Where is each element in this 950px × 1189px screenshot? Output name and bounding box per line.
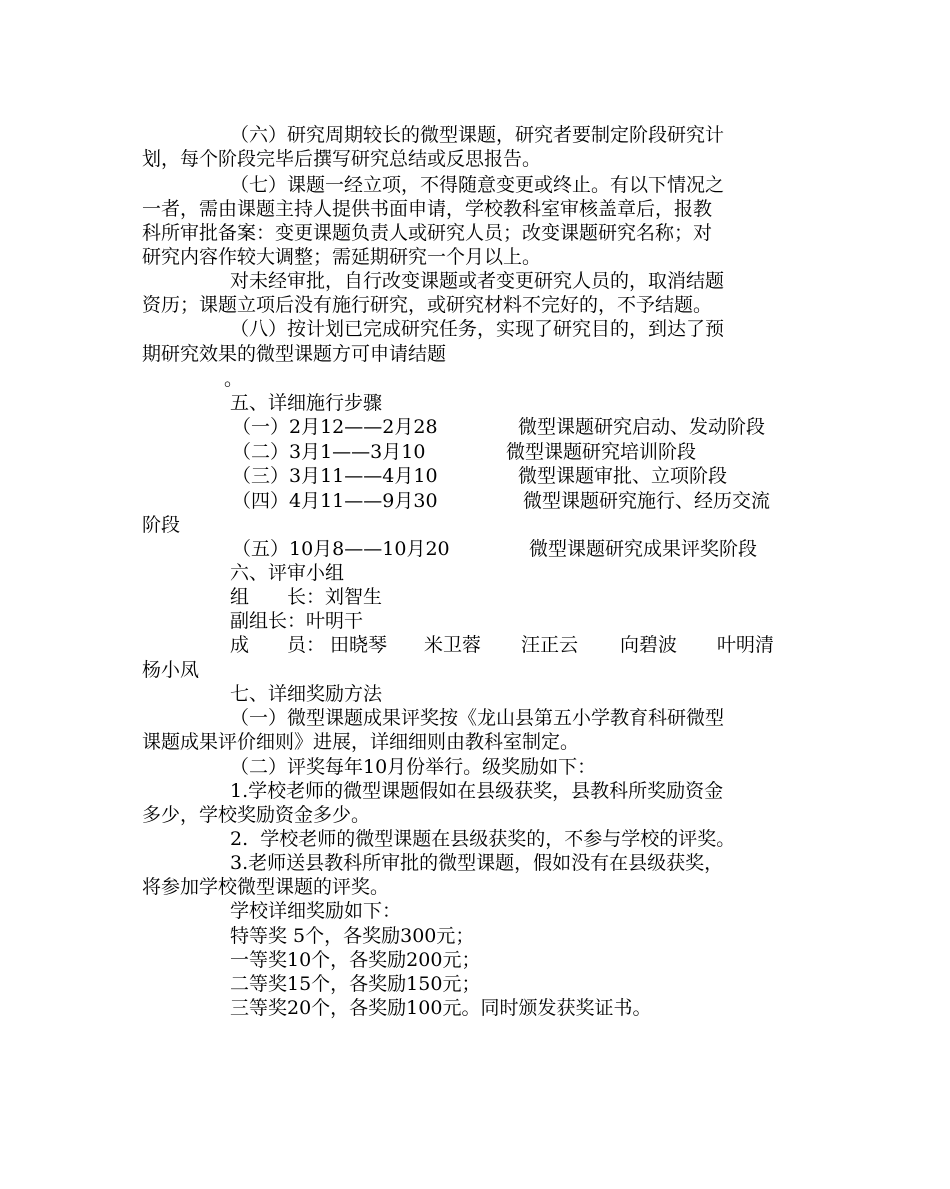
panel-member: 汪正云	[521, 634, 579, 656]
paragraph-7-line-2: 一者，需由课题主持人提供书面申请，学校教科室审核盖章后，报教	[142, 198, 713, 220]
award-tier: 三等奖20个，各奖励100元。同时颁发获奖证书。	[230, 997, 652, 1019]
paragraph-unapproved-line-1: 对未经审批，自行改变课题或者变更研究人员的，取消结题	[230, 270, 725, 292]
panel-member-cont: 杨小凤	[142, 659, 200, 681]
paragraph-7-line-1: （七）课题一经立项，不得随意变更或终止。有以下情况之	[230, 174, 725, 196]
panel-member: 叶明清	[717, 634, 775, 656]
paragraph-8-line-3: 。	[224, 368, 244, 390]
step-3-period: （三）3月11——4月10	[232, 465, 438, 487]
section-6-heading: 六、评审小组	[230, 562, 345, 584]
step-1-desc: 微型课题研究启动、发动阶段	[518, 416, 766, 438]
panel-member: 田晓琴	[330, 634, 388, 656]
step-5-period: （五）10月8——10月20	[232, 538, 450, 560]
step-2-desc: 微型课题研究培训阶段	[506, 441, 697, 463]
award-line: 课题成果评价细则》进展，详细细则由教科室制定。	[142, 731, 580, 753]
award-line: 1.学校老师的微型课题假如在县级获奖，县教科所奖励资金	[230, 780, 724, 802]
step-4-desc: 微型课题研究施行、经历交流	[523, 490, 771, 512]
panel-member: 米卫蓉	[424, 634, 482, 656]
award-line: 2. 学校老师的微型课题在县级获奖的，不参与学校的评奖。	[230, 828, 736, 850]
award-tier: 二等奖15个，各奖励150元；	[230, 973, 481, 995]
paragraph-6-line-2: 划，每个阶段完毕后撰写研究总结或反思报告。	[142, 148, 542, 170]
award-line: 学校详细奖励如下：	[230, 900, 402, 922]
award-line: （二）评奖每年10月份举行。级奖励如下：	[230, 756, 597, 778]
paragraph-8-line-2: 期研究效果的微型课题方可申请结题	[142, 343, 447, 365]
award-tier: 特等奖 5个，各奖励300元；	[230, 925, 475, 947]
panel-member: 向碧波	[620, 634, 678, 656]
award-line: 多少，学校奖励资金多少。	[142, 804, 371, 826]
award-line: （一）微型课题成果评奖按《龙山县第五小学教育科研微型	[230, 707, 725, 729]
section-5-heading: 五、详细施行步骤	[230, 392, 383, 414]
award-tier: 一等奖10个，各奖励200元；	[230, 949, 481, 971]
paragraph-unapproved-line-2: 资历；课题立项后没有施行研究，或研究材料不完好的，不予结题。	[142, 294, 713, 316]
panel-deputy: 副组长：叶明干	[230, 610, 364, 632]
panel-leader: 组 长：刘智生	[230, 586, 383, 608]
paragraph-7-line-3: 科所审批备案：变更课题负责人或研究人员；改变课题研究名称；对	[142, 222, 713, 244]
section-7-heading: 七、详细奖励方法	[230, 683, 383, 705]
step-3-desc: 微型课题审批、立项阶段	[518, 465, 728, 487]
paragraph-7-line-4: 研究内容作较大调整；需延期研究一个月以上。	[142, 246, 542, 268]
step-1-period: （一）2月12——2月28	[232, 416, 438, 438]
step-4-desc-cont: 阶段	[142, 514, 181, 536]
award-line: 3.老师送县教科所审批的微型课题，假如没有在县级获奖，	[230, 852, 724, 874]
step-5-desc: 微型课题研究成果评奖阶段	[529, 538, 758, 560]
paragraph-6-line-1: （六）研究周期较长的微型课题，研究者要制定阶段研究计	[230, 124, 725, 146]
step-2-period: （二）3月1——3月10	[232, 441, 426, 463]
step-4-period: （四）4月11——9月30	[232, 490, 438, 512]
panel-members-label: 成 员：	[230, 634, 326, 656]
award-line: 将参加学校微型课题的评奖。	[142, 876, 390, 898]
paragraph-8-line-1: （八）按计划已完成研究任务，实现了研究目的，到达了预	[230, 318, 725, 340]
